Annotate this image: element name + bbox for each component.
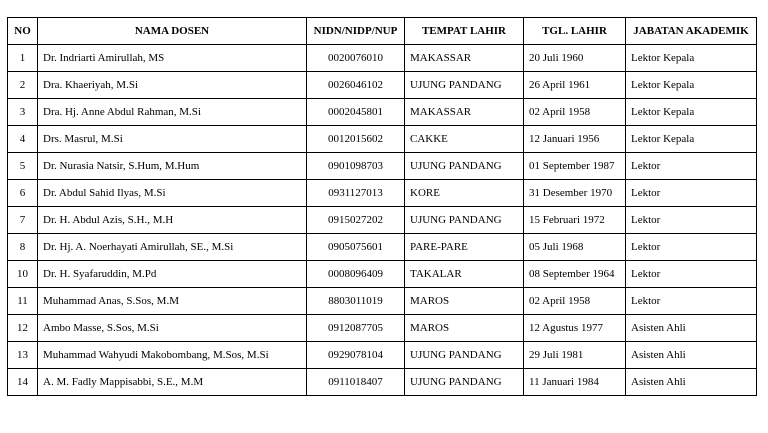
cell-jabatan-akademik: Lektor Kepala [626, 126, 757, 153]
cell-jabatan-akademik: Asisten Ahli [626, 369, 757, 396]
table-row [8, 207, 757, 234]
cell-tempat-lahir: CAKKE [405, 126, 524, 153]
cell-nidn: 0020076010 [307, 45, 405, 72]
header-jabatan-akademik: JABATAN AKADEMIK [626, 18, 757, 45]
cell-jabatan-akademik: Lektor Kepala [626, 72, 757, 99]
cell-tgl-lahir: 12 Agustus 1977 [524, 315, 626, 342]
table-row [8, 126, 757, 153]
cell-nidn: 0931127013 [307, 180, 405, 207]
cell-nama-dosen: Muhammad Anas, S.Sos, M.M [38, 288, 307, 315]
header-tgl-lahir: TGL. LAHIR [524, 18, 626, 45]
cell-tgl-lahir: 20 Juli 1960 [524, 45, 626, 72]
table-row [8, 288, 757, 315]
cell-tempat-lahir: TAKALAR [405, 261, 524, 288]
table-row [8, 99, 757, 126]
cell-tempat-lahir: KORE [405, 180, 524, 207]
cell-tgl-lahir: 11 Januari 1984 [524, 369, 626, 396]
table-row [8, 45, 757, 72]
cell-nama-dosen: Dr. H. Syafaruddin, M.Pd [38, 261, 307, 288]
cell-tempat-lahir: UJUNG PANDANG [405, 153, 524, 180]
cell-jabatan-akademik: Lektor [626, 234, 757, 261]
header-nidn: NIDN/NIDP/NUP [307, 18, 405, 45]
table-body [8, 45, 757, 396]
cell-tgl-lahir: 01 September 1987 [524, 153, 626, 180]
cell-jabatan-akademik: Lektor [626, 180, 757, 207]
cell-tgl-lahir: 15 Februari 1972 [524, 207, 626, 234]
cell-nidn: 0901098703 [307, 153, 405, 180]
cell-no: 3 [8, 99, 38, 126]
cell-jabatan-akademik: Lektor Kepala [626, 99, 757, 126]
cell-no: 6 [8, 180, 38, 207]
cell-jabatan-akademik: Lektor [626, 288, 757, 315]
cell-nama-dosen: Dr. Hj. A. Noerhayati Amirullah, SE., M.Si [38, 234, 307, 261]
cell-nama-dosen: Dr. Abdul Sahid Ilyas, M.Si [38, 180, 307, 207]
cell-jabatan-akademik: Lektor [626, 153, 757, 180]
cell-no: 2 [8, 72, 38, 99]
cell-jabatan-akademik: Asisten Ahli [626, 315, 757, 342]
cell-jabatan-akademik: Lektor [626, 261, 757, 288]
cell-jabatan-akademik: Lektor [626, 207, 757, 234]
table-row [8, 153, 757, 180]
cell-tgl-lahir: 02 April 1958 [524, 99, 626, 126]
cell-no: 10 [8, 261, 38, 288]
cell-nidn: 8803011019 [307, 288, 405, 315]
cell-jabatan-akademik: Asisten Ahli [626, 342, 757, 369]
cell-nidn: 0929078104 [307, 342, 405, 369]
cell-no: 8 [8, 234, 38, 261]
lecturer-table [7, 17, 757, 396]
table-row [8, 261, 757, 288]
table-row [8, 234, 757, 261]
cell-nidn: 0008096409 [307, 261, 405, 288]
cell-tempat-lahir: UJUNG PANDANG [405, 207, 524, 234]
cell-nama-dosen: A. M. Fadly Mappisabbi, S.E., M.M [38, 369, 307, 396]
cell-no: 13 [8, 342, 38, 369]
cell-tgl-lahir: 31 Desember 1970 [524, 180, 626, 207]
cell-nidn: 0905075601 [307, 234, 405, 261]
table-row [8, 369, 757, 396]
cell-tgl-lahir: 02 April 1958 [524, 288, 626, 315]
cell-nidn: 0915027202 [307, 207, 405, 234]
cell-tempat-lahir: MAROS [405, 288, 524, 315]
table-row [8, 315, 757, 342]
cell-no: 4 [8, 126, 38, 153]
cell-nama-dosen: Dr. Indriarti Amirullah, MS [38, 45, 307, 72]
cell-tgl-lahir: 05 Juli 1968 [524, 234, 626, 261]
cell-tempat-lahir: MAKASSAR [405, 99, 524, 126]
cell-nidn: 0026046102 [307, 72, 405, 99]
cell-no: 14 [8, 369, 38, 396]
cell-nama-dosen: Dr. Nurasia Natsir, S.Hum, M.Hum [38, 153, 307, 180]
header-no: NO [8, 18, 38, 45]
cell-nama-dosen: Dra. Hj. Anne Abdul Rahman, M.Si [38, 99, 307, 126]
cell-tgl-lahir: 08 September 1964 [524, 261, 626, 288]
cell-no: 11 [8, 288, 38, 315]
cell-tempat-lahir: MAROS [405, 315, 524, 342]
header-tempat-lahir: TEMPAT LAHIR [405, 18, 524, 45]
cell-tempat-lahir: PARE-PARE [405, 234, 524, 261]
header-nama-dosen: NAMA DOSEN [38, 18, 307, 45]
table-row [8, 72, 757, 99]
cell-tempat-lahir: UJUNG PANDANG [405, 72, 524, 99]
cell-no: 12 [8, 315, 38, 342]
cell-no: 1 [8, 45, 38, 72]
cell-nama-dosen: Dr. H. Abdul Azis, S.H., M.H [38, 207, 307, 234]
cell-nama-dosen: Drs. Masrul, M.Si [38, 126, 307, 153]
cell-nidn: 0912087705 [307, 315, 405, 342]
table-row [8, 342, 757, 369]
cell-tgl-lahir: 29 Juli 1981 [524, 342, 626, 369]
cell-nama-dosen: Ambo Masse, S.Sos, M.Si [38, 315, 307, 342]
cell-tempat-lahir: UJUNG PANDANG [405, 342, 524, 369]
cell-nidn: 0002045801 [307, 99, 405, 126]
cell-jabatan-akademik: Lektor Kepala [626, 45, 757, 72]
cell-nama-dosen: Muhammad Wahyudi Makobombang, M.Sos, M.Si [38, 342, 307, 369]
cell-no: 5 [8, 153, 38, 180]
cell-no: 7 [8, 207, 38, 234]
cell-nidn: 0911018407 [307, 369, 405, 396]
cell-tempat-lahir: UJUNG PANDANG [405, 369, 524, 396]
cell-nama-dosen: Dra. Khaeriyah, M.Si [38, 72, 307, 99]
table-header-row [8, 18, 757, 45]
cell-nidn: 0012015602 [307, 126, 405, 153]
cell-tgl-lahir: 12 Januari 1956 [524, 126, 626, 153]
cell-tgl-lahir: 26 April 1961 [524, 72, 626, 99]
cell-tempat-lahir: MAKASSAR [405, 45, 524, 72]
table-row [8, 180, 757, 207]
